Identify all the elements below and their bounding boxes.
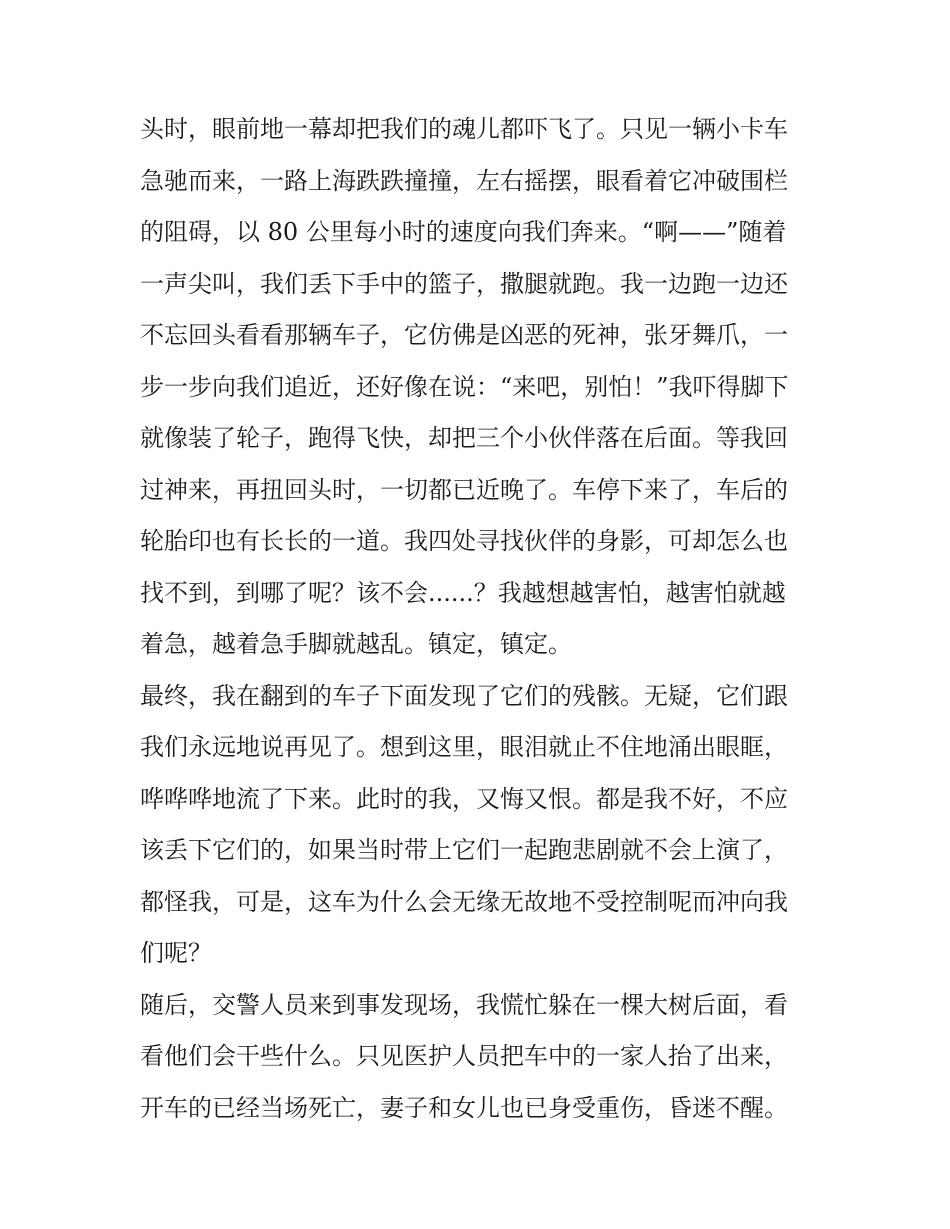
text-line: 哗哗哗地流了下来。此时的我，又悔又恨。都是我不好，不应	[140, 784, 788, 813]
text-line: 该丢下它们的，如果当时带上它们一起跑悲剧就不会上演了，	[140, 836, 788, 864]
text-line: 找不到，到哪了呢？该不会......？我越想越害怕，越害怕就越	[140, 578, 786, 607]
text-line: 的阻碍，以 80 公里每小时的速度向我们奔来。“啊——”随着	[140, 218, 787, 246]
text-line: 步一步向我们追近，还好像在说：“来吧，别怕！”我吓得脚下	[140, 372, 789, 401]
text-line: 们呢？	[140, 939, 212, 967]
text-line: 不忘回头看看那辆车子，它仿佛是凶恶的死神，张牙舞爪，一	[140, 321, 788, 349]
text-line: 看他们会干些什么。只见医护人员把车中的一家人抬了出来，	[140, 1042, 788, 1070]
text-line: 一声尖叫，我们丢下手中的篮子，撒腿就跑。我一边跑一边还	[140, 269, 788, 298]
text-line: 就像装了轮子，跑得飞快，却把三个小伙伴落在后面。等我回	[140, 424, 788, 452]
text-line: 过神来，再扭回头时，一切都已近晚了。车停下来了，车后的	[140, 475, 788, 504]
text-line: 开车的已经当场死亡，妻子和女儿也已身受重伤，昏迷不醒。	[140, 1093, 788, 1122]
text-line: 急驰而来，一路上海跌跌撞撞，左右摇摆，眼看着它冲破围栏	[140, 166, 788, 195]
text-line: 我们永远地说再见了。想到这里，眼泪就止不住地涌出眼眶，	[140, 733, 788, 761]
text-line: 着急，越着急手脚就越乱。镇定，镇定。	[140, 630, 572, 658]
text-line: 轮胎印也有长长的一道。我四处寻找伙伴的身影，可却怎么也	[140, 527, 788, 555]
text-line: 都怪我，可是，这车为什么会无缘无故地不受控制呢而冲向我	[140, 887, 788, 916]
text-line: 随后，交警人员来到事发现场，我慌忙躲在一棵大树后面，看	[140, 990, 788, 1019]
text-line: 最终，我在翻到的车子下面发现了它们的残骸。无疑，它们跟	[140, 681, 788, 710]
body-text	[140, 104, 820, 1134]
text-line: 头时，眼前地一幕却把我们的魂儿都吓飞了。只见一辆小卡车	[140, 115, 788, 143]
